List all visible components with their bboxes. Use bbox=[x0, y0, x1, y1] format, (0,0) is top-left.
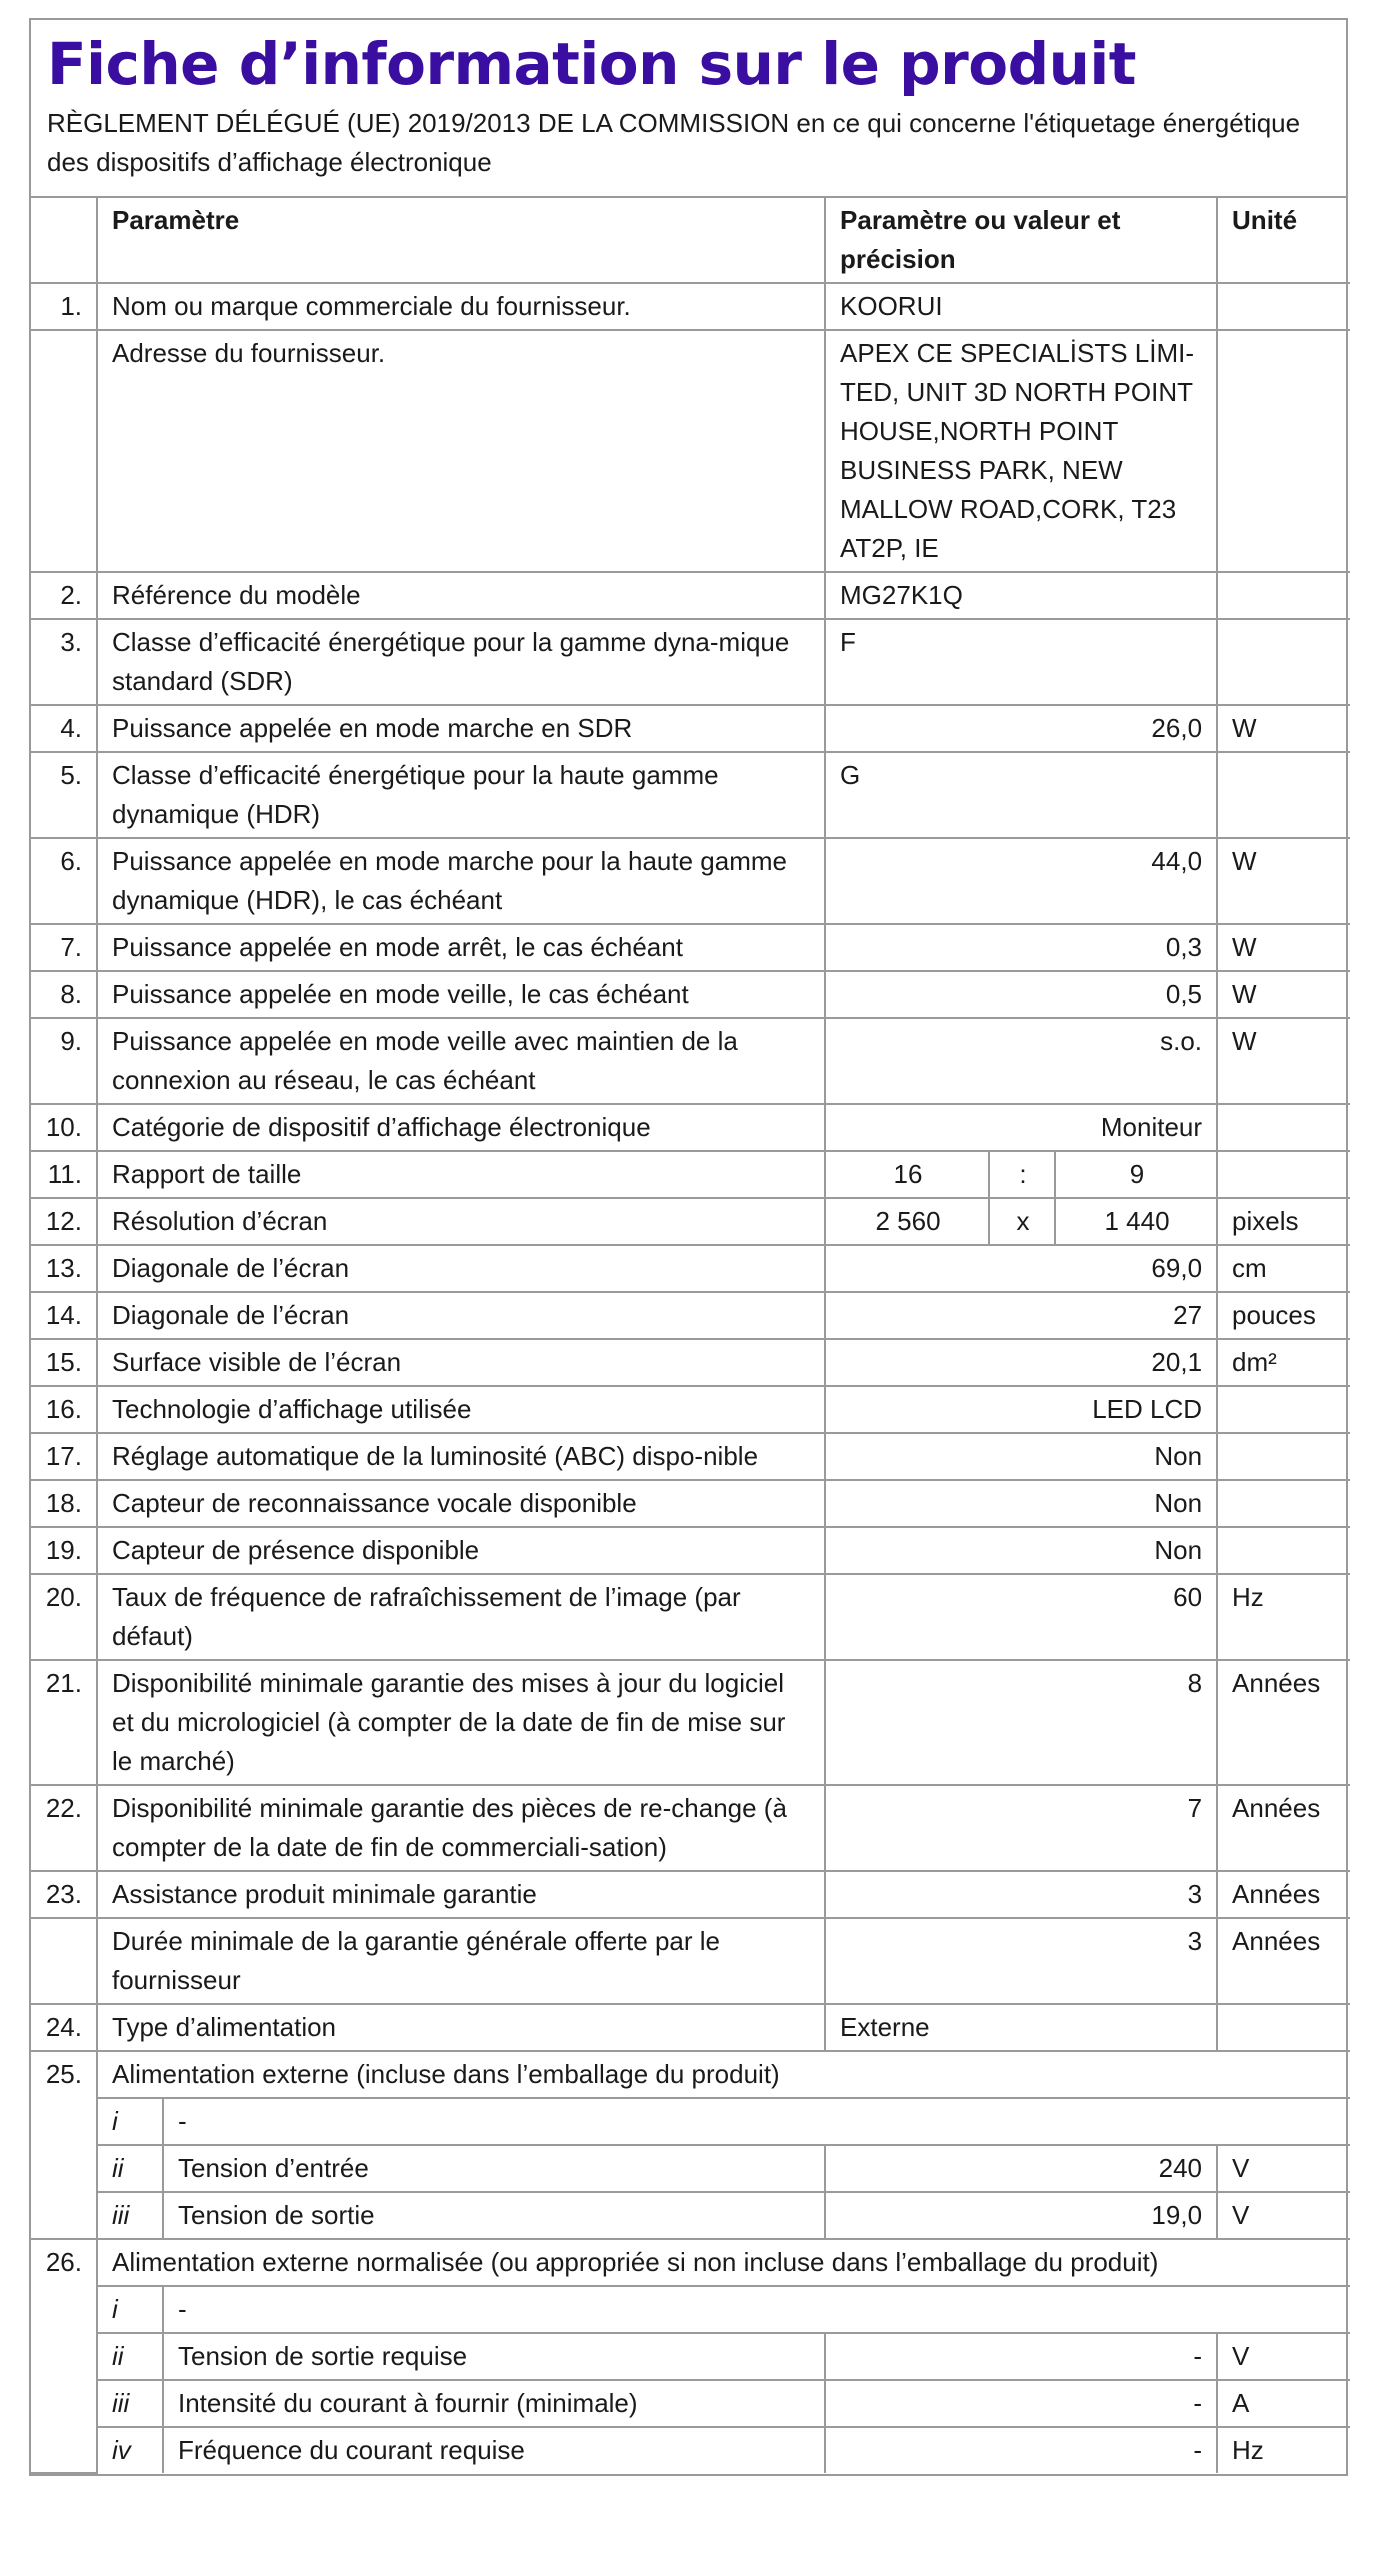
table-header-row bbox=[31, 198, 1350, 283]
row-value: 3 bbox=[825, 1918, 1217, 2004]
sub-label: - bbox=[163, 2286, 1350, 2333]
row-value: 26,0 bbox=[825, 705, 1217, 752]
table-row bbox=[31, 752, 1350, 838]
table-row bbox=[31, 924, 1350, 971]
row-number: 23. bbox=[31, 1871, 97, 1918]
table-row bbox=[31, 838, 1350, 924]
row-label: Réglage automatique de la luminosité (ABC) dispo-nible bbox=[97, 1433, 825, 1480]
row-value: 3 bbox=[825, 1871, 1217, 1918]
table-row bbox=[31, 1527, 1350, 1574]
standard-power-supply-sub-row bbox=[31, 2427, 1350, 2473]
row-label: Alimentation externe (incluse dans l’emballage du produit) bbox=[97, 2051, 1350, 2098]
row-value: F bbox=[825, 619, 1217, 705]
row-number: 8. bbox=[31, 971, 97, 1018]
specification-table bbox=[31, 198, 1350, 2474]
row-label: Puissance appelée en mode marche en SDR bbox=[97, 705, 825, 752]
sub-value: - bbox=[825, 2427, 1217, 2473]
standard-power-supply-row bbox=[31, 2239, 1350, 2286]
row-number bbox=[31, 1918, 97, 2004]
regulation-subtitle: RÈGLEMENT DÉLÉGUÉ (UE) 2019/2013 DE LA COMMISSION en ce qui concerne l'étiquetage énergétique des dispositifs d’affichage électronique bbox=[47, 108, 1301, 177]
row-value: 44,0 bbox=[825, 838, 1217, 924]
table-row bbox=[31, 572, 1350, 619]
row-label: Taux de fréquence de rafraîchissement de l’image (par défaut) bbox=[97, 1574, 825, 1660]
row-value: 69,0 bbox=[825, 1245, 1217, 1292]
header-unit: Unité bbox=[1217, 198, 1350, 283]
table-row bbox=[31, 1660, 1350, 1785]
row-label: Surface visible de l’écran bbox=[97, 1339, 825, 1386]
table-row bbox=[31, 619, 1350, 705]
row-unit: Années bbox=[1217, 1918, 1350, 2004]
row-number: 7. bbox=[31, 924, 97, 971]
row-unit bbox=[1217, 752, 1350, 838]
row-label: Puissance appelée en mode arrêt, le cas échéant bbox=[97, 924, 825, 971]
row-label: Adresse du fournisseur. bbox=[97, 330, 825, 572]
table-row bbox=[31, 1198, 1350, 1245]
row-number: 26. bbox=[31, 2239, 97, 2473]
sub-label: - bbox=[163, 2098, 1350, 2145]
row-unit: pixels bbox=[1217, 1198, 1350, 1245]
row-value: 0,5 bbox=[825, 971, 1217, 1018]
table-row bbox=[31, 1480, 1350, 1527]
row-unit bbox=[1217, 2004, 1350, 2051]
row-label: Diagonale de l’écran bbox=[97, 1245, 825, 1292]
row-value-second: 9 bbox=[1055, 1151, 1217, 1198]
table-row bbox=[31, 1386, 1350, 1433]
row-label: Puissance appelée en mode veille, le cas échéant bbox=[97, 971, 825, 1018]
row-unit: pouces bbox=[1217, 1292, 1350, 1339]
row-value: 27 bbox=[825, 1292, 1217, 1339]
row-value: 0,3 bbox=[825, 924, 1217, 971]
row-value: G bbox=[825, 752, 1217, 838]
row-unit bbox=[1217, 1527, 1350, 1574]
external-power-supply-sub-row bbox=[31, 2145, 1350, 2192]
row-label: Assistance produit minimale garantie bbox=[97, 1871, 825, 1918]
row-number: 6. bbox=[31, 838, 97, 924]
sub-unit: A bbox=[1217, 2380, 1350, 2427]
row-unit: W bbox=[1217, 924, 1350, 971]
row-unit bbox=[1217, 1104, 1350, 1151]
row-label: Catégorie de dispositif d’affichage électronique bbox=[97, 1104, 825, 1151]
row-value: APEX CE SPECIALİSTS LİMI-TED, UNIT 3D NORTH POINT HOUSE,NORTH POINT BUSINESS PARK, NEW MALLOW ROAD,CORK, T23 AT2P, IE bbox=[825, 330, 1217, 572]
table-row bbox=[31, 1292, 1350, 1339]
row-number: 1. bbox=[31, 283, 97, 330]
row-label: Disponibilité minimale garantie des mises à jour du logiciel et du micrologiciel (à compter de la date de fin de mise sur le marché) bbox=[97, 1660, 825, 1785]
row-value: 8 bbox=[825, 1660, 1217, 1785]
sub-label: Intensité du courant à fournir (minimale) bbox=[163, 2380, 825, 2427]
row-value: Moniteur bbox=[825, 1104, 1217, 1151]
table-row bbox=[31, 1018, 1350, 1104]
row-number: 21. bbox=[31, 1660, 97, 1785]
row-value-separator: : bbox=[989, 1151, 1055, 1198]
external-power-supply-sub-row bbox=[31, 2192, 1350, 2239]
row-unit: W bbox=[1217, 838, 1350, 924]
table-row bbox=[31, 1785, 1350, 1871]
sub-label: Tension de sortie requise bbox=[163, 2333, 825, 2380]
row-label: Capteur de présence disponible bbox=[97, 1527, 825, 1574]
table-row bbox=[31, 330, 1350, 572]
row-label: Durée minimale de la garantie générale offerte par le fournisseur bbox=[97, 1918, 825, 2004]
sub-roman-numeral: i bbox=[97, 2286, 163, 2333]
row-value: KOORUI bbox=[825, 283, 1217, 330]
sub-roman-numeral: ii bbox=[97, 2333, 163, 2380]
row-unit: cm bbox=[1217, 1245, 1350, 1292]
table-row bbox=[31, 1433, 1350, 1480]
row-value: Non bbox=[825, 1433, 1217, 1480]
standard-power-supply-sub-row bbox=[31, 2286, 1350, 2333]
table-row bbox=[31, 1574, 1350, 1660]
row-unit bbox=[1217, 1386, 1350, 1433]
row-label: Résolution d’écran bbox=[97, 1198, 825, 1245]
row-number: 12. bbox=[31, 1198, 97, 1245]
header-value: Paramètre ou valeur et précision bbox=[825, 198, 1217, 283]
sub-unit: V bbox=[1217, 2145, 1350, 2192]
header-parameter: Paramètre bbox=[97, 198, 825, 283]
row-number: 5. bbox=[31, 752, 97, 838]
sub-roman-numeral: iii bbox=[97, 2192, 163, 2239]
row-value: Externe bbox=[825, 2004, 1217, 2051]
row-label: Puissance appelée en mode veille avec maintien de la connexion au réseau, le cas échéant bbox=[97, 1018, 825, 1104]
sub-value: - bbox=[825, 2380, 1217, 2427]
row-unit: Années bbox=[1217, 1785, 1350, 1871]
row-unit bbox=[1217, 330, 1350, 572]
row-label: Puissance appelée en mode marche pour la haute gamme dynamique (HDR), le cas échéant bbox=[97, 838, 825, 924]
row-label: Type d’alimentation bbox=[97, 2004, 825, 2051]
row-number: 20. bbox=[31, 1574, 97, 1660]
sub-unit: Hz bbox=[1217, 2427, 1350, 2473]
sub-roman-numeral: iii bbox=[97, 2380, 163, 2427]
row-number: 11. bbox=[31, 1151, 97, 1198]
row-label: Capteur de reconnaissance vocale disponible bbox=[97, 1480, 825, 1527]
table-row bbox=[31, 1871, 1350, 1918]
row-label: Nom ou marque commerciale du fournisseur. bbox=[97, 283, 825, 330]
row-value: 60 bbox=[825, 1574, 1217, 1660]
row-unit: W bbox=[1217, 705, 1350, 752]
table-row bbox=[31, 283, 1350, 330]
row-unit: Années bbox=[1217, 1871, 1350, 1918]
row-value-separator: x bbox=[989, 1198, 1055, 1245]
row-number: 24. bbox=[31, 2004, 97, 2051]
row-value-first: 16 bbox=[825, 1151, 989, 1198]
header-number-cell bbox=[31, 198, 97, 283]
row-value: s.o. bbox=[825, 1018, 1217, 1104]
row-number: 4. bbox=[31, 705, 97, 752]
standard-power-supply-sub-row bbox=[31, 2380, 1350, 2427]
row-unit: dm² bbox=[1217, 1339, 1350, 1386]
row-number: 2. bbox=[31, 572, 97, 619]
external-power-supply-row bbox=[31, 2051, 1350, 2098]
table-row bbox=[31, 2004, 1350, 2051]
row-unit bbox=[1217, 619, 1350, 705]
sub-roman-numeral: i bbox=[97, 2098, 163, 2145]
row-value: MG27K1Q bbox=[825, 572, 1217, 619]
row-number: 13. bbox=[31, 1245, 97, 1292]
row-label: Classe d’efficacité énergétique pour la haute gamme dynamique (HDR) bbox=[97, 752, 825, 838]
table-row bbox=[31, 971, 1350, 1018]
row-label: Classe d’efficacité énergétique pour la gamme dyna-mique standard (SDR) bbox=[97, 619, 825, 705]
row-number bbox=[31, 330, 97, 572]
row-unit bbox=[1217, 1151, 1350, 1198]
row-unit: W bbox=[1217, 971, 1350, 1018]
sub-label: Tension d’entrée bbox=[163, 2145, 825, 2192]
sub-value: 19,0 bbox=[825, 2192, 1217, 2239]
row-value: Non bbox=[825, 1480, 1217, 1527]
table-row bbox=[31, 1104, 1350, 1151]
row-value: LED LCD bbox=[825, 1386, 1217, 1433]
table-row bbox=[31, 1245, 1350, 1292]
row-label: Alimentation externe normalisée (ou appropriée si non incluse dans l’emballage du produit) bbox=[97, 2239, 1350, 2286]
row-number: 14. bbox=[31, 1292, 97, 1339]
row-number: 17. bbox=[31, 1433, 97, 1480]
sheet-header bbox=[31, 20, 1346, 198]
row-label: Disponibilité minimale garantie des pièces de re-change (à compter de la date de fin de commerciali-sation) bbox=[97, 1785, 825, 1871]
sub-label: Tension de sortie bbox=[163, 2192, 825, 2239]
row-number: 10. bbox=[31, 1104, 97, 1151]
standard-power-supply-sub-row bbox=[31, 2333, 1350, 2380]
row-number: 18. bbox=[31, 1480, 97, 1527]
external-power-supply-sub-row bbox=[31, 2098, 1350, 2145]
row-number: 16. bbox=[31, 1386, 97, 1433]
row-unit bbox=[1217, 572, 1350, 619]
row-label: Diagonale de l’écran bbox=[97, 1292, 825, 1339]
sub-roman-numeral: iv bbox=[97, 2427, 163, 2473]
sub-value: 240 bbox=[825, 2145, 1217, 2192]
table-row bbox=[31, 1151, 1350, 1198]
row-value: Non bbox=[825, 1527, 1217, 1574]
row-unit: Années bbox=[1217, 1660, 1350, 1785]
row-unit bbox=[1217, 283, 1350, 330]
row-number: 3. bbox=[31, 619, 97, 705]
row-unit: Hz bbox=[1217, 1574, 1350, 1660]
table-row bbox=[31, 1339, 1350, 1386]
sub-label: Fréquence du courant requise bbox=[163, 2427, 825, 2473]
row-unit: W bbox=[1217, 1018, 1350, 1104]
row-value: 20,1 bbox=[825, 1339, 1217, 1386]
row-value-second: 1 440 bbox=[1055, 1198, 1217, 1245]
table-body bbox=[31, 198, 1350, 2473]
table-row bbox=[31, 1918, 1350, 2004]
row-label: Technologie d’affichage utilisée bbox=[97, 1386, 825, 1433]
row-number: 19. bbox=[31, 1527, 97, 1574]
row-unit bbox=[1217, 1433, 1350, 1480]
sub-value: - bbox=[825, 2333, 1217, 2380]
page-title: Fiche d’information sur le produit bbox=[47, 30, 1137, 98]
row-number: 15. bbox=[31, 1339, 97, 1386]
row-number: 22. bbox=[31, 1785, 97, 1871]
row-number: 25. bbox=[31, 2051, 97, 2239]
row-number: 9. bbox=[31, 1018, 97, 1104]
row-label: Rapport de taille bbox=[97, 1151, 825, 1198]
row-value: 7 bbox=[825, 1785, 1217, 1871]
sub-unit: V bbox=[1217, 2333, 1350, 2380]
table-row bbox=[31, 705, 1350, 752]
product-information-sheet bbox=[29, 18, 1348, 2476]
row-value-first: 2 560 bbox=[825, 1198, 989, 1245]
row-label: Référence du modèle bbox=[97, 572, 825, 619]
sub-roman-numeral: ii bbox=[97, 2145, 163, 2192]
row-unit bbox=[1217, 1480, 1350, 1527]
sub-unit: V bbox=[1217, 2192, 1350, 2239]
